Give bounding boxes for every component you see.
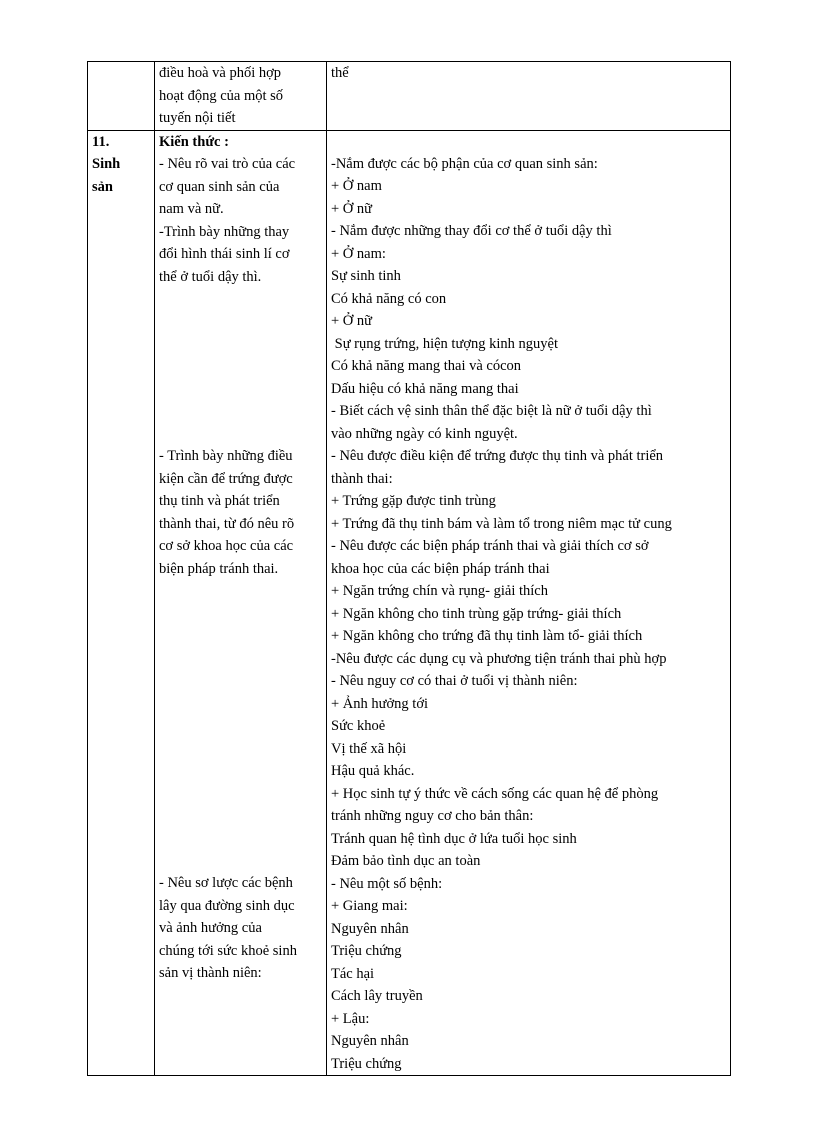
text-line: kiện cần để trứng được [159, 470, 293, 487]
detail-line: Cách lây truyền [331, 988, 423, 1004]
detail-line: Hậu quả khác. [331, 763, 415, 779]
text-line: thụ tinh và phát triển [159, 493, 280, 509]
detail-line: -Nêu được các dụng cụ và phương tiện tránh thai phù hợp [331, 650, 667, 667]
text-line: chúng tới sức khoẻ sinh [159, 942, 297, 959]
detail-line: + Giang mai: [331, 898, 408, 914]
topic-name: sản [92, 178, 113, 195]
topic-cell-empty [88, 62, 155, 131]
topic-cell [88, 130, 155, 1076]
table-row [88, 62, 731, 131]
detail-line: - Nêu được điều kiện để trứng được thụ tinh và phát triển [331, 448, 664, 464]
text-line: sản vị thành niên: [159, 965, 262, 981]
detail-line: Sự rụng trứng, hiện tượng kinh nguyệt [331, 335, 558, 352]
detail-line: Đảm bảo tình dục an toàn [331, 853, 481, 869]
text-line: đổi hình thái sinh lí cơ [159, 246, 290, 262]
text-line: biện pháp tránh thai. [159, 560, 279, 577]
text-line: - Trình bày những điều [159, 448, 293, 464]
text-line: -Trình bày những thay [159, 223, 290, 240]
detail-line: + Học sinh tự ý thức về cách sống các quan hệ để phòng [331, 785, 659, 802]
detail-line: Dấu hiệu có khả năng mang thai [331, 380, 519, 397]
detail-line: - Nêu một số bệnh: [331, 875, 443, 892]
detail-line: Có khả năng có con [331, 290, 447, 307]
detail-line: Triệu chứng [331, 943, 402, 959]
detail-line: + Ở nam: [331, 245, 386, 262]
text-line: và ảnh hưởng của [159, 920, 262, 936]
text-line: lây qua đường sinh dục [159, 897, 295, 914]
text-line: cơ sở khoa học của các [159, 538, 294, 554]
objective-cell [155, 130, 327, 1076]
detail-line: + Ngăn trứng chín và rụng- giải thích [331, 583, 548, 599]
section-heading: Kiến thức : [159, 133, 229, 150]
objective-cell [155, 62, 327, 131]
detail-line: + Trứng gặp được tinh trùng [331, 493, 496, 509]
content-table [87, 61, 731, 1076]
detail-line: vào những ngày có kinh nguyệt. [331, 425, 518, 442]
text-line: tuyến nội tiết [159, 110, 236, 126]
text-line: - Nêu sơ lược các bệnh [159, 875, 293, 891]
text-line: thành thai, từ đó nêu rõ [159, 515, 295, 532]
detail-line: Sự sinh tinh [331, 268, 401, 284]
detail-line: Tránh quan hệ tình dục ở lứa tuổi học sinh [331, 830, 577, 847]
detail-line: + Ngăn không cho tinh trùng gặp trứng- giải thích [331, 605, 622, 622]
text-line: cơ quan sinh sản của [159, 178, 280, 195]
topic-number: 11. [92, 133, 110, 150]
detail-line: khoa học của các biện pháp tránh thai [331, 560, 550, 577]
detail-line: -Nắm được các bộ phận của cơ quan sinh sản: [331, 155, 598, 172]
text-line: nam và nữ. [159, 201, 224, 217]
text-line: thể [331, 65, 349, 81]
detail-line: + Trứng đã thụ tinh bám và làm tổ trong niêm mạc tử cung [331, 515, 672, 532]
detail-line: Nguyên nhân [331, 920, 409, 937]
detail-line: - Nắm được những thay đổi cơ thể ở tuổi dậy thì [331, 223, 612, 239]
text-line: điều hoà và phối hợp [159, 65, 282, 81]
table-row [88, 130, 731, 1076]
detail-line: Vị thế xã hội [331, 740, 407, 757]
detail-line: + Lậu: [331, 1010, 370, 1027]
detail-line: tránh những nguy cơ cho bản thân: [331, 808, 534, 824]
detail-line: Triệu chứng [331, 1055, 402, 1072]
detail-cell [327, 62, 731, 131]
detail-line: Có khả năng mang thai và cócon [331, 358, 522, 374]
detail-line: + Ở nữ [331, 200, 373, 217]
detail-line: + Ở nam [331, 178, 382, 194]
detail-line: thành thai: [331, 470, 393, 487]
detail-cell [327, 130, 731, 1076]
detail-line: Sức khoẻ [331, 718, 386, 734]
detail-line: - Biết cách vệ sinh thân thể đặc biệt là nữ ở tuổi dậy thì [331, 403, 652, 419]
detail-line: Nguyên nhân [331, 1033, 409, 1049]
detail-line: - Nêu được các biện pháp tránh thai và giải thích cơ sở [331, 538, 649, 554]
detail-line: - Nêu nguy cơ có thai ở tuổi vị thành niên: [331, 673, 578, 689]
detail-line: + Ngăn không cho trứng đã thụ tinh làm tổ- giải thích [331, 628, 643, 644]
detail-list [331, 153, 726, 1076]
text-line: thể ở tuổi dậy thì. [159, 268, 262, 285]
detail-line: Tác hại [331, 965, 375, 982]
text-line: hoạt động của một số [159, 87, 284, 104]
detail-line: + Ở nữ [331, 313, 373, 329]
topic-name: Sinh [92, 156, 121, 172]
text-line: - Nêu rõ vai trò của các [159, 156, 296, 172]
detail-line: + Ảnh hưởng tới [331, 695, 429, 712]
